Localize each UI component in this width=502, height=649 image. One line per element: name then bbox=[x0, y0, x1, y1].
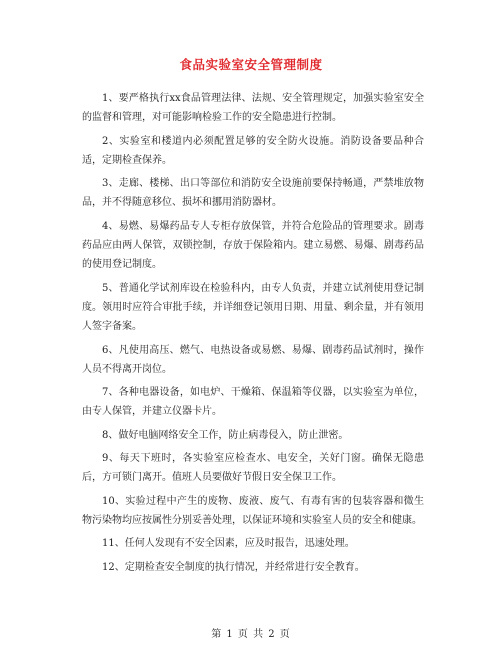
paragraph-3: 3、走廊、楼梯、出口等部位和消防安全设施前要保持畅通，严禁堆放物品，并不得随意移位、损坏和挪用消防器材。 bbox=[82, 178, 424, 209]
paragraph-8: 8、做好电脑网络安全工作，防止病毒侵入，防止泄密。 bbox=[102, 429, 349, 441]
document-title: 食品实验室安全管理制度 bbox=[179, 57, 323, 72]
page-number-footer: 第 1 页 共 2 页 bbox=[211, 629, 291, 640]
paragraph-2: 2、实验室和楼道内必须配置足够的安全防火设施。消防设备要品种合适，定期检查保养。 bbox=[82, 135, 424, 166]
document-body bbox=[82, 89, 424, 581]
paragraph-10: 10、实验过程中产生的废物、废液、废气、有毒有害的包装容器和微生物污染物均应按属性分别妥善处理，以保证环境和实验室人员的安全和健康。 bbox=[82, 495, 424, 526]
paragraph-6: 6、凡使用高压、燃气、电热设备或易燃、易爆、剧毒药品试剂时，操作人员不得离开岗位。 bbox=[82, 344, 424, 375]
paragraph-11: 11、任何人发现有不安全因素，应及时报告，迅速处理。 bbox=[102, 538, 355, 550]
paragraph-5: 5、普通化学试剂库设在检验科内，由专人负责，并建立试剂使用登记制度。领用时应符合审批手续，并详细登记领用日期、用量、剩余量，并有领用人签字备案。 bbox=[82, 282, 424, 333]
paragraph-9: 9、每天下班时，各实验室应检查水、电安全，关好门窗。确保无隐患后，方可锁门离开。值班人员要做好节假日安全保卫工作。 bbox=[82, 453, 424, 484]
paragraph-12: 12、定期检查安全制度的执行情况，并经常进行安全教育。 bbox=[102, 561, 365, 573]
paragraph-1: 1、要严格执行xx食品管理法律、法规、安全管理规定，加强实验室安全的监督和管理，对可能影响检验工作的安全隐患进行控制。 bbox=[82, 93, 424, 124]
paragraph-7: 7、各种电器设备，如电炉、干燥箱、保温箱等仪器，以实验室为单位，由专人保管，并建立仪器卡片。 bbox=[82, 387, 424, 418]
paragraph-4: 4、易燃、易爆药品专人专柜存放保管，并符合危险品的管理要求。剧毒药品应由两人保管，双锁控制，存放于保险箱内。建立易燃、易爆、剧毒药品的使用登记制度。 bbox=[82, 220, 424, 271]
